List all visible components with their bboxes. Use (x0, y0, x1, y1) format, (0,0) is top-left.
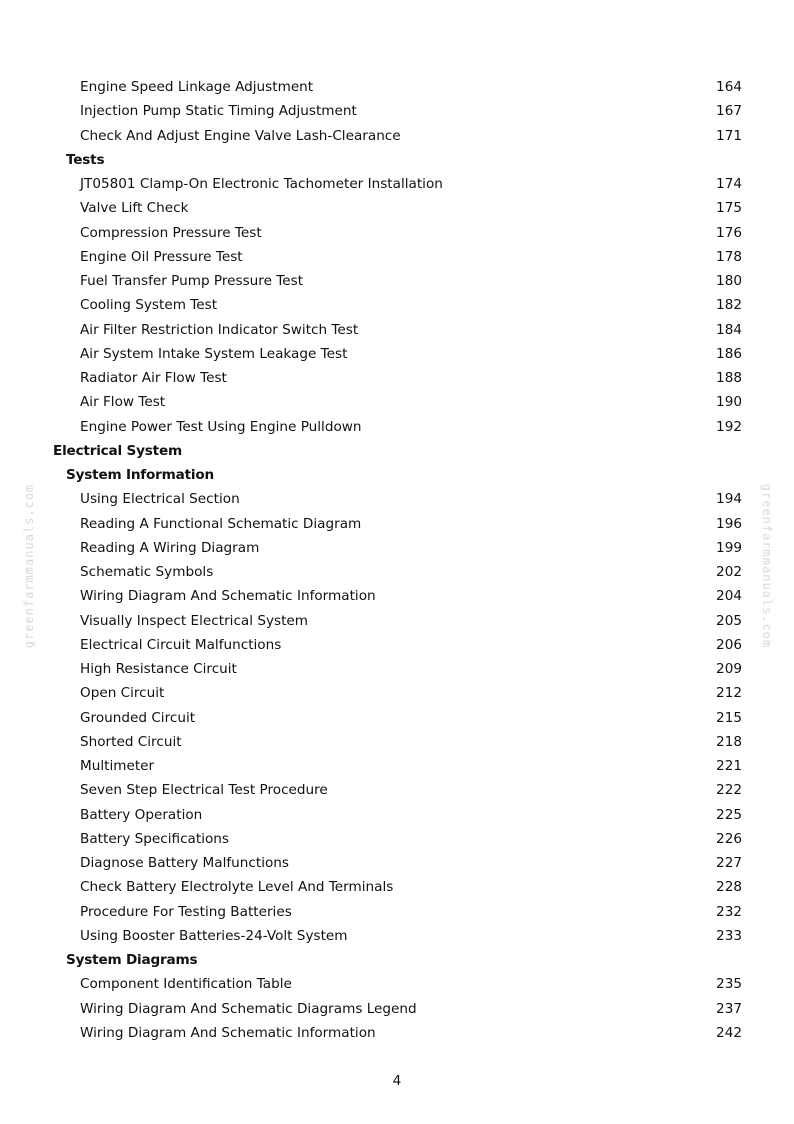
toc-entry (0, 222, 794, 246)
toc-entry-page: 184 (716, 321, 742, 338)
toc-entry-title: Procedure For Testing Batteries (80, 903, 292, 920)
toc-entry (0, 585, 794, 609)
toc-entry (0, 76, 794, 100)
toc-entry-title: Air System Intake System Leakage Test (80, 345, 348, 362)
toc-entry-title: System Diagrams (66, 952, 198, 968)
toc-section-heading (0, 949, 794, 973)
toc-entry-title: Visually Inspect Electrical System (80, 612, 309, 629)
toc-entry-page: 186 (716, 345, 742, 362)
toc-entry (0, 634, 794, 658)
toc-entry (0, 925, 794, 949)
toc-section-heading (0, 149, 794, 173)
toc-entry (0, 367, 794, 391)
toc-section-heading (0, 464, 794, 488)
toc-entry-page: 227 (716, 855, 742, 871)
toc-entry-title: Wiring Diagram And Schematic Information (80, 588, 376, 605)
toc-entry-page: 182 (716, 297, 742, 314)
toc-entry (0, 658, 794, 682)
toc-entry-page: 221 (716, 758, 742, 774)
toc-entry-page: 196 (716, 515, 742, 532)
toc-entry (0, 682, 794, 706)
toc-entry-page: 226 (716, 830, 742, 847)
toc-entry (0, 998, 794, 1022)
toc-entry-title: Reading A Functional Schematic Diagram (80, 515, 362, 532)
toc-entry (0, 828, 794, 852)
toc-entry-title: High Resistance Circuit (80, 661, 237, 677)
toc-entry-page: 222 (716, 782, 742, 799)
toc-entry-title: Grounded Circuit (80, 709, 196, 726)
toc-entry-title: Seven Step Electrical Test Procedure (80, 782, 328, 799)
toc-entry-page: 192 (716, 418, 742, 435)
toc-entry (0, 100, 794, 124)
toc-entry-page: 167 (716, 103, 742, 120)
toc-entry-title: Radiator Air Flow Test (80, 370, 227, 386)
toc-entry (0, 488, 794, 512)
toc-entry (0, 537, 794, 561)
toc-entry-page: 174 (716, 176, 742, 192)
toc-entry-title: Battery Specifications (80, 830, 229, 847)
toc-entry (0, 197, 794, 221)
toc-entry-title: JT05801 Clamp-On Electronic Tachometer Installation (80, 176, 443, 192)
toc-entry-title: Using Electrical Section (80, 491, 240, 508)
toc-entry (0, 416, 794, 440)
toc-entry-title: Check Battery Electrolyte Level And Terminals (80, 879, 394, 896)
toc-entry (0, 1022, 794, 1046)
toc-entry-page: 164 (716, 79, 742, 95)
toc-entry-title: Wiring Diagram And Schematic Information (80, 1024, 376, 1041)
toc-entry-page: 178 (716, 248, 742, 265)
toc-entry-page: 225 (716, 806, 742, 823)
toc-entry (0, 876, 794, 900)
toc-entry-title: Tests (66, 151, 105, 168)
toc-entry-title: Cooling System Test (80, 297, 218, 314)
toc-entry-title: Check And Adjust Engine Valve Lash-Clearance (80, 127, 401, 144)
toc-entry-page: 199 (716, 539, 742, 556)
toc-entry (0, 561, 794, 585)
toc-entry-page: 237 (716, 1000, 742, 1017)
toc-entry-title: Reading A Wiring Diagram (80, 539, 260, 556)
toc-entry-page: 188 (716, 370, 742, 386)
toc-entry (0, 973, 794, 997)
toc-entry-page: 180 (716, 273, 742, 289)
toc-entry-page: 176 (716, 224, 742, 241)
toc-entry-page: 190 (716, 394, 742, 411)
toc-entry-page: 212 (716, 685, 742, 702)
toc-entry-title: Shorted Circuit (80, 733, 182, 750)
toc-entry-title: Air Filter Restriction Indicator Switch Test (80, 321, 359, 338)
toc-entry-title: Engine Power Test Using Engine Pulldown (80, 418, 362, 435)
toc-entry-page: 175 (716, 200, 742, 217)
toc-entry (0, 319, 794, 343)
toc-entry-title: Using Booster Batteries-24-Volt System (80, 927, 348, 944)
toc-entry (0, 610, 794, 634)
toc-entry (0, 343, 794, 367)
toc-entry-page: 205 (716, 612, 742, 629)
toc-entry (0, 270, 794, 294)
toc-entry (0, 391, 794, 415)
toc-entry-page: 204 (716, 588, 742, 605)
toc-entry-title: Diagnose Battery Malfunctions (80, 855, 289, 871)
toc-entry-page: 218 (716, 733, 742, 750)
toc-entry-title: Electrical Circuit Malfunctions (80, 636, 282, 653)
toc-entry (0, 731, 794, 755)
toc-entry (0, 513, 794, 537)
toc-entry-page: 215 (716, 709, 742, 726)
toc-entry-page: 171 (716, 127, 742, 144)
toc-entry-title: Wiring Diagram And Schematic Diagrams Legend (80, 1000, 417, 1017)
toc-entry (0, 294, 794, 318)
toc-entry-title: Multimeter (80, 758, 155, 774)
toc-entry-page: 228 (716, 879, 742, 896)
toc-section-heading (0, 440, 794, 464)
toc-entry-page: 233 (716, 927, 742, 944)
toc-entry-title: Schematic Symbols (80, 564, 214, 580)
toc-entry (0, 173, 794, 197)
toc-entry-title: Compression Pressure Test (80, 224, 262, 241)
toc-entry (0, 125, 794, 149)
toc-entry-title: Fuel Transfer Pump Pressure Test (80, 273, 304, 289)
page-number: 4 (392, 1073, 402, 1089)
toc-entry-title: Injection Pump Static Timing Adjustment (80, 103, 357, 120)
toc-entry (0, 901, 794, 925)
toc-entry-title: Open Circuit (80, 685, 165, 702)
toc-entry-title: Battery Operation (80, 806, 203, 823)
toc-entry (0, 804, 794, 828)
toc-entry-page: 194 (716, 491, 742, 508)
toc-entry (0, 779, 794, 803)
toc-entry-title: Air Flow Test (80, 394, 166, 411)
toc-entry-title: System Information (66, 467, 214, 483)
toc-entry-title: Component Identification Table (80, 976, 292, 993)
toc-entry (0, 852, 794, 876)
toc-entry (0, 707, 794, 731)
toc-entry (0, 246, 794, 270)
toc-entry-title: Valve Lift Check (80, 200, 189, 217)
toc-entry (0, 755, 794, 779)
toc-entry-page: 206 (716, 636, 742, 653)
toc-entry-page: 242 (716, 1024, 742, 1041)
toc-entry-page: 209 (716, 661, 742, 677)
toc-entry-title: Electrical System (53, 442, 182, 459)
toc-entry-page: 232 (716, 903, 742, 920)
toc-entry-title: Engine Speed Linkage Adjustment (80, 79, 314, 95)
toc-entry-page: 235 (716, 976, 742, 993)
table-of-contents (0, 76, 794, 1046)
toc-entry-page: 202 (716, 564, 742, 580)
toc-entry-title: Engine Oil Pressure Test (80, 248, 243, 265)
